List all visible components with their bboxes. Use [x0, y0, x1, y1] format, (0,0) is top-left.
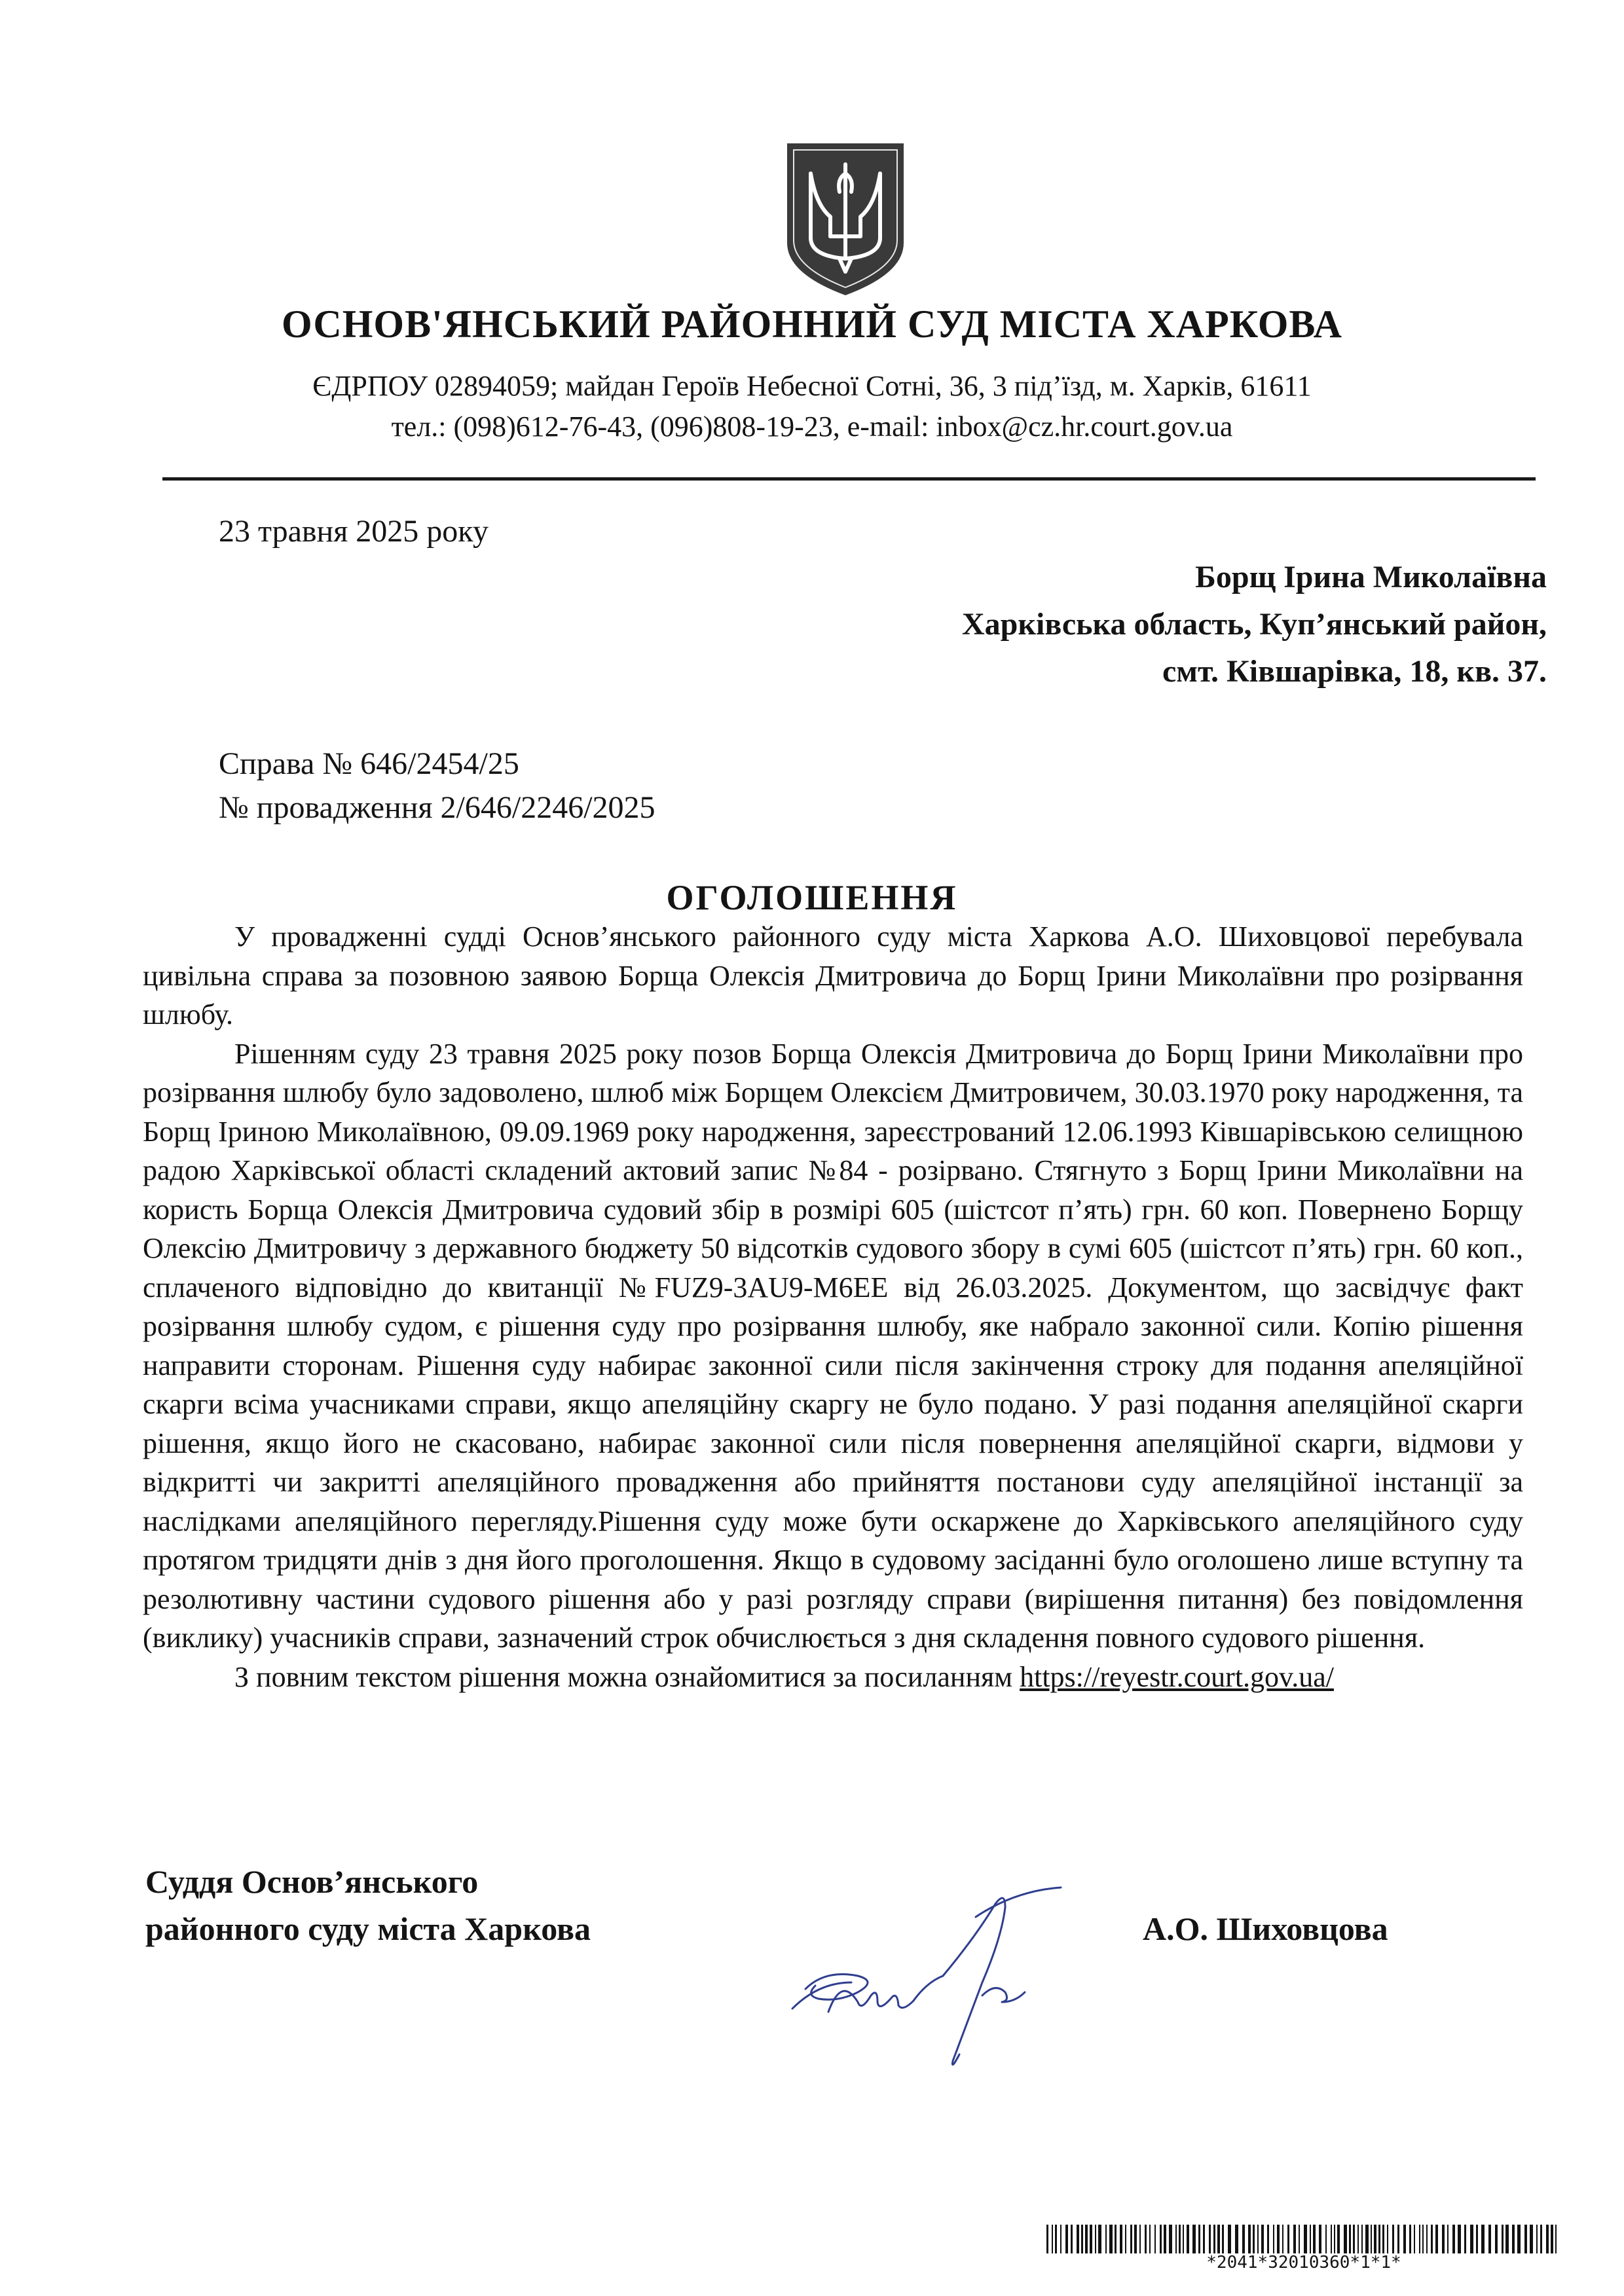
barcode-bar [1160, 2225, 1162, 2253]
barcode-bar [1530, 2225, 1533, 2253]
signatory-title: районного суду міста Харкова [145, 1910, 591, 1947]
court-contact-line: ЄДРПОУ 02894059; майдан Героїв Небесної Сотні, 36, 3 під’їзд, м. Харків, 61611 [312, 370, 1312, 402]
notice-paragraph [143, 1658, 1523, 1697]
barcode-bar [1495, 2225, 1498, 2253]
barcode-bar [1187, 2225, 1189, 2253]
barcode-bar [1081, 2225, 1083, 2253]
barcode-bar [1120, 2225, 1122, 2253]
barcode-bar [1164, 2225, 1166, 2253]
barcode-bar [1331, 2225, 1332, 2253]
barcode-bar [1470, 2225, 1473, 2253]
barcode-bar [1095, 2225, 1096, 2253]
barcode-bar [1299, 2225, 1300, 2253]
barcode-bar [1145, 2225, 1147, 2253]
barcode-bar [1409, 2225, 1411, 2253]
barcode-bar [1502, 2225, 1504, 2253]
barcode-bar [1392, 2225, 1394, 2253]
barcode-bar [1261, 2225, 1264, 2253]
barcode-bar [1344, 2225, 1347, 2253]
registry-link-intro: З повним текстом рішення можна ознайомитися за посиланням [234, 1660, 1020, 1693]
barcode-bar [1085, 2225, 1088, 2253]
court-contact-line: тел.: (098)612-76-43, (096)808-19-23, e-mail: inbox@cz.hr.court.gov.ua [391, 410, 1233, 443]
barcode-bar [1282, 2225, 1283, 2253]
barcode-bar [1546, 2225, 1549, 2253]
barcode-bar [1130, 2225, 1132, 2253]
barcode-bar [1387, 2225, 1388, 2253]
barcode-bar [1505, 2225, 1509, 2253]
barcode-bar [1228, 2225, 1231, 2253]
barcode-bar [1319, 2225, 1321, 2253]
notice-title: ОГОЛОШЕННЯ [666, 878, 958, 917]
notice-paragraph: У провадженні судді Основ’янського районного суду міста Харкова А.О. Шиховцової перебувала цивільна справа за позовною заявою Борща Олексія Дмитровича до Борщ Ірини Миколаївни про розірвання шлюбу. [143, 920, 1523, 1030]
proceeding-number: № провадження 2/646/2246/2025 [219, 790, 655, 825]
barcode-bar [1257, 2225, 1259, 2253]
addressee-name: Борщ Ірина Миколаївна [1195, 560, 1547, 594]
registry-link[interactable]: https://reyestr.court.gov.ua/ [1020, 1660, 1334, 1693]
addressee-address-line: смт. Ківшарівка, 18, кв. 37. [1162, 654, 1547, 689]
barcode-bar [1071, 2225, 1073, 2253]
barcode-bar [1293, 2225, 1296, 2253]
barcode-bar [1403, 2225, 1406, 2253]
barcode-bar [1422, 2225, 1424, 2253]
barcode-bar [1447, 2225, 1449, 2253]
barcode-bar [1313, 2225, 1316, 2253]
barcode-bar [1242, 2225, 1245, 2253]
signatory-title: Суддя Основ’янського [145, 1863, 479, 1900]
barcode-bar [1222, 2225, 1224, 2253]
barcode-bar [1476, 2225, 1478, 2253]
barcode-bar [1169, 2225, 1172, 2253]
barcode-bar [1452, 2225, 1455, 2253]
barcode-bar [1426, 2225, 1428, 2253]
barcode-bar [1310, 2225, 1311, 2253]
barcode-bar [1098, 2225, 1101, 2253]
barcode-bar [1055, 2225, 1057, 2253]
barcode-bar [1192, 2225, 1196, 2253]
barcode-bar [1139, 2225, 1141, 2253]
barcode-bar [1105, 2225, 1107, 2253]
barcode-bar [1365, 2225, 1369, 2253]
barcode-bar [1077, 2225, 1079, 2253]
barcode-bar [1183, 2225, 1184, 2253]
barcode-bar [1397, 2225, 1399, 2253]
case-number: Справа № 646/2454/25 [219, 746, 519, 781]
barcode-bar [1273, 2225, 1274, 2253]
barcode-bar [1551, 2225, 1553, 2253]
barcode-bar [1349, 2225, 1351, 2253]
barcode-bar [1179, 2225, 1181, 2253]
barcode-bar [1353, 2225, 1355, 2253]
barcode-bar [1134, 2225, 1137, 2253]
barcode-bar [1442, 2225, 1445, 2253]
header-divider [162, 477, 1536, 481]
court-name: ОСНОВ'ЯНСЬКИЙ РАЙОННИЙ СУД МІСТА ХАРКОВА [282, 302, 1342, 346]
barcode-bar [1060, 2225, 1061, 2253]
barcode-bar [1374, 2225, 1376, 2253]
barcode-bar [1304, 2225, 1307, 2253]
barcode-bar [1175, 2225, 1177, 2253]
barcode-bar [1334, 2225, 1335, 2253]
barcode-bar [1203, 2225, 1205, 2253]
barcode [1046, 2225, 1561, 2253]
barcode-bar [1065, 2225, 1068, 2253]
barcode-bar [1198, 2225, 1200, 2253]
barcode-bar [1267, 2225, 1269, 2253]
barcode-bar [1125, 2225, 1126, 2253]
barcode-bar [1536, 2225, 1538, 2253]
barcode-number: *2041*32010360*1*1* [1206, 2253, 1401, 2272]
barcode-bar [1213, 2225, 1215, 2253]
barcode-bar [1361, 2225, 1363, 2253]
addressee-address-line: Харківська область, Куп’янський район, [961, 607, 1547, 642]
handwritten-signature [779, 1878, 1074, 2081]
barcode-bar [1540, 2225, 1542, 2253]
barcode-bar [1382, 2225, 1384, 2253]
barcode-bar [1154, 2225, 1156, 2253]
notice-paragraph: Рішенням суду 23 травня 2025 року позов Борща Олексія Дмитровича до Борщ Ірини Миколаївни про розірвання шлюбу було задоволено, шлюб між Борщем Олексієм Дмитровичем, 30.03.1970 року народження, та Борщ Іриною Миколаївною, 09.09.1969 року народження, зареєстрований 12.06.1993 Ківшарівською селищною радою Харківської області складений актовий запис №84 - розірвано. Стягнуто з Борщ Ірини Миколаївни на користь Борща Олексія Дмитровича судовий збір в розмірі 605 (шістсот п’ять) грн. 60 коп. Повернено Борщу Олексію Дмитровичу з державного бюджету 50 відсотків судового збору в сумі 605 (шістсот п’ять) грн. 60 коп., сплаченого відповідно до квитанції №FUZ9-3AU9-M6EE від 26.03.2025. Документом, що засвідчує факт розірвання шлюбу судом, є рішення суду про розірвання шлюбу, яке набрало законної сили. Копію рішення направити сторонам. Рішення суду набирає законної сили після закінчення строку для подання апеляційної скарги всіма учасниками справи, якщо апеляційну скаргу не було подано. У разі подання апеляційної скарги рішення, якщо його не скасовано, набирає законної сили після повернення апеляційної скарги, відмови у відкритті чи закритті апеляційного провадження або прийняття постанови суду апеляційної інстанції за наслідками апеляційного перегляду.Рішення суду може бути оскаржене до Харківського апеляційного суду протягом тридцяти днів з дня його проголошення. Якщо в судовому засіданні було оголошено лише вступну та резолютивну частини судового рішення або у разі розгляду справи (вирішення питання) без повідомлення (виклику) учасників справи, зазначений строк обчислюється з дня складення повного судового рішення. [143, 1037, 1523, 1654]
barcode-bar [1524, 2225, 1527, 2253]
barcode-bar [1277, 2225, 1280, 2253]
barcode-bar [1149, 2225, 1151, 2253]
coat-of-arms-trident-icon [783, 139, 908, 299]
barcode-bar [1337, 2225, 1340, 2253]
barcode-bar [1287, 2225, 1289, 2253]
barcode-bar [1052, 2225, 1053, 2253]
letter-date: 23 травня 2025 року [219, 514, 489, 549]
barcode-bar [1419, 2225, 1420, 2253]
barcode-bar [1235, 2225, 1238, 2253]
signatory-name: А.О. Шиховцова [1143, 1910, 1388, 1947]
barcode-bar [1488, 2225, 1491, 2253]
barcode-bar [1512, 2225, 1515, 2253]
barcode-bar [1253, 2225, 1255, 2253]
barcode-bar [1325, 2225, 1327, 2253]
barcode-bar [1458, 2225, 1461, 2253]
barcode-bar [1248, 2225, 1251, 2253]
notice-body [143, 917, 1523, 1696]
barcode-bar [1357, 2225, 1359, 2253]
barcode-bar [1217, 2225, 1220, 2253]
barcode-bar [1371, 2225, 1372, 2253]
barcode-bar [1431, 2225, 1433, 2253]
barcode-bar [1435, 2225, 1438, 2253]
barcode-bar [1109, 2225, 1113, 2253]
barcode-bar [1090, 2225, 1092, 2253]
barcode-bar [1378, 2225, 1380, 2253]
barcode-bar [1517, 2225, 1521, 2253]
barcode-bar [1481, 2225, 1485, 2253]
barcode-bar [1115, 2225, 1116, 2253]
barcode-bar [1555, 2225, 1557, 2253]
barcode-bar [1209, 2225, 1211, 2253]
barcode-bar [1464, 2225, 1466, 2253]
barcode-bar [1414, 2225, 1415, 2253]
barcode-bar [1046, 2225, 1048, 2253]
